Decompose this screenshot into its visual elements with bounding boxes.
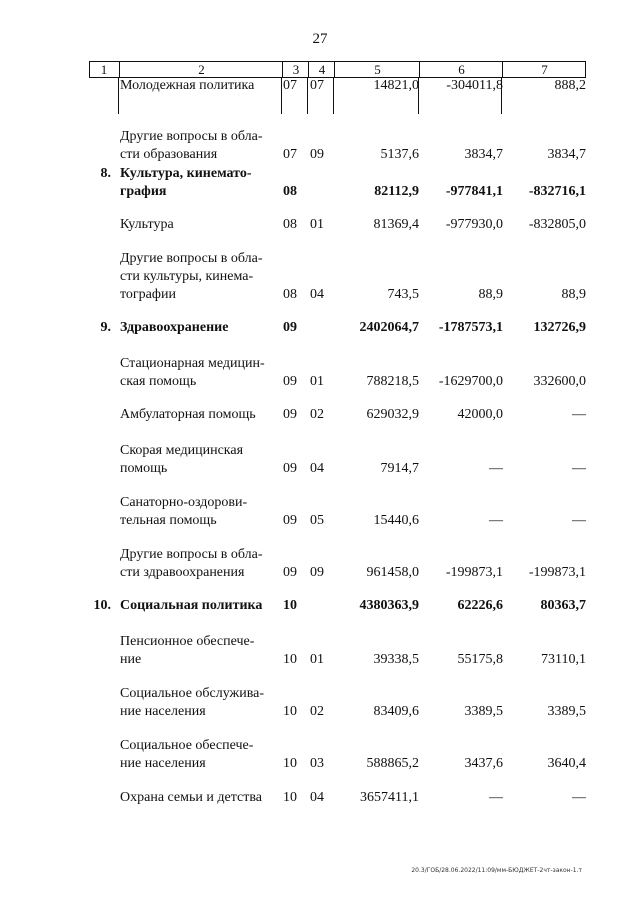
section-code: 09 — [283, 461, 297, 476]
amount-col-5: 961458,0 — [366, 565, 419, 580]
section-code: 10 — [283, 652, 297, 667]
row-name-line: Культура — [120, 217, 174, 232]
row-name-line: Социальная политика — [120, 598, 263, 613]
subsection-code: 02 — [310, 704, 324, 719]
amount-col-5: 2402064,7 — [359, 320, 419, 335]
section-code: 09 — [283, 513, 297, 528]
row-name — [120, 634, 276, 670]
row-name-line: тельная помощь — [120, 513, 217, 528]
amount-col-7: 3389,5 — [547, 704, 586, 719]
amount-col-6: — — [489, 790, 503, 805]
header-col-2: 2 — [119, 62, 283, 77]
amount-col-6: 88,9 — [478, 287, 503, 302]
amount-col-5: 82112,9 — [374, 184, 419, 199]
row-name-line: Молодежная политика — [120, 78, 255, 93]
section-code: 09 — [283, 320, 297, 335]
amount-col-6: -1787573,1 — [438, 320, 503, 335]
column-divider — [333, 78, 334, 114]
row-name-line: Социальное обслужива- — [120, 686, 265, 701]
column-divider — [281, 78, 282, 114]
section-code: 08 — [283, 184, 297, 199]
subsection-code: 02 — [310, 407, 324, 422]
amount-col-5: 743,5 — [387, 287, 419, 302]
header-col-7: 7 — [502, 62, 586, 77]
row-name — [120, 686, 276, 722]
amount-col-5: 588865,2 — [366, 756, 419, 771]
header-col-3: 3 — [282, 62, 309, 77]
row-name-line: ние — [120, 652, 142, 667]
amount-col-6: -977930,0 — [445, 217, 503, 232]
amount-col-5: 39338,5 — [373, 652, 419, 667]
amount-col-6: 3437,6 — [464, 756, 503, 771]
section-code: 10 — [283, 790, 297, 805]
row-name — [120, 78, 276, 96]
row-name-line: ние населения — [120, 756, 206, 771]
amount-col-6: -977841,1 — [445, 184, 503, 199]
row-name-line: Здравоохранение — [120, 320, 229, 335]
footer-stamp: 20.3/ГОБ/28.06.2022/11:09/мм-БЮДЖЕТ-2чт-закон-1.т — [411, 867, 582, 874]
amount-col-6: -1629700,0 — [438, 374, 503, 389]
row-name-line: Другие вопросы в обла- — [120, 547, 263, 562]
amount-col-6: -304011,8 — [446, 78, 503, 93]
subsection-code: 09 — [310, 565, 324, 580]
section-code: 09 — [283, 407, 297, 422]
row-name — [120, 217, 276, 235]
row-name-line: помощь — [120, 461, 168, 476]
header-col-6: 6 — [419, 62, 503, 77]
amount-col-5: 81369,4 — [373, 217, 419, 232]
row-number: 8. — [100, 166, 111, 181]
subsection-code: 01 — [310, 217, 324, 232]
amount-col-6: 42000,0 — [457, 407, 503, 422]
section-code: 08 — [283, 217, 297, 232]
amount-col-6: -199873,1 — [445, 565, 503, 580]
amount-col-6: 3834,7 — [464, 147, 503, 162]
subsection-code: 07 — [310, 78, 324, 93]
subsection-code: 04 — [310, 461, 324, 476]
subsection-code: 03 — [310, 756, 324, 771]
header-col-4: 4 — [308, 62, 335, 77]
amount-col-7: — — [572, 407, 586, 422]
amount-col-6: — — [489, 513, 503, 528]
subsection-code: 01 — [310, 374, 324, 389]
amount-col-7: 3640,4 — [547, 756, 586, 771]
row-name-line: Пенсионное обеспече- — [120, 634, 255, 649]
subsection-code: 04 — [310, 790, 324, 805]
table-header — [89, 61, 586, 78]
amount-col-5: 15440,6 — [373, 513, 419, 528]
row-name-line: ская помощь — [120, 374, 197, 389]
subsection-code: 01 — [310, 652, 324, 667]
amount-col-7: 888,2 — [554, 78, 586, 93]
row-name — [120, 356, 276, 392]
amount-col-6: 3389,5 — [464, 704, 503, 719]
amount-col-5: 5137,6 — [380, 147, 419, 162]
row-name-line: сти культуры, кинема- — [120, 269, 254, 284]
section-code: 10 — [283, 756, 297, 771]
row-name-line: ние населения — [120, 704, 206, 719]
amount-col-6: — — [489, 461, 503, 476]
row-name — [120, 790, 276, 808]
subsection-code: 05 — [310, 513, 324, 528]
amount-col-7: 3834,7 — [547, 147, 586, 162]
amount-col-7: 132726,9 — [533, 320, 586, 335]
amount-col-5: 3657411,1 — [360, 790, 419, 805]
row-name-line: Амбулаторная помощь — [120, 407, 256, 422]
amount-col-7: — — [572, 790, 586, 805]
row-name — [120, 320, 276, 338]
row-name-line: графия — [120, 184, 167, 199]
amount-col-7: -199873,1 — [528, 565, 586, 580]
row-name-line: Другие вопросы в обла- — [120, 251, 263, 266]
row-name-line: Социальное обеспече- — [120, 738, 254, 753]
row-name-line: сти образования — [120, 147, 218, 162]
amount-col-5: 14821,0 — [373, 78, 419, 93]
section-code: 10 — [283, 598, 297, 613]
amount-col-7: — — [572, 513, 586, 528]
amount-col-5: 4380363,9 — [359, 598, 419, 613]
section-code: 08 — [283, 287, 297, 302]
row-name-line: тографии — [120, 287, 176, 302]
row-number: 10. — [93, 598, 111, 613]
section-code: 07 — [283, 147, 297, 162]
amount-col-5: 788218,5 — [366, 374, 419, 389]
row-name-line: Культура, кинемато- — [120, 166, 252, 181]
row-name — [120, 738, 276, 774]
row-name — [120, 407, 276, 425]
amount-col-7: -832805,0 — [528, 217, 586, 232]
row-name — [120, 251, 276, 305]
section-code: 07 — [283, 78, 297, 93]
subsection-code: 09 — [310, 147, 324, 162]
header-col-5: 5 — [334, 62, 420, 77]
row-number: 9. — [100, 320, 111, 335]
row-name — [120, 166, 276, 202]
section-code: 09 — [283, 374, 297, 389]
row-name-line: Другие вопросы в обла- — [120, 129, 263, 144]
row-name-line: Санаторно-оздорови- — [120, 495, 248, 510]
amount-col-7: 73110,1 — [541, 652, 586, 667]
amount-col-7: 88,9 — [561, 287, 586, 302]
row-name-line: Охрана семьи и детства — [120, 790, 262, 805]
amount-col-7: — — [572, 461, 586, 476]
amount-col-7: -832716,1 — [528, 184, 586, 199]
column-divider — [307, 78, 308, 114]
row-name — [120, 598, 276, 616]
column-divider — [118, 78, 119, 114]
section-code: 09 — [283, 565, 297, 580]
amount-col-7: 80363,7 — [540, 598, 586, 613]
amount-col-5: 629032,9 — [366, 407, 419, 422]
row-name — [120, 129, 276, 165]
amount-col-5: 7914,7 — [380, 461, 419, 476]
amount-col-6: 62226,6 — [457, 598, 503, 613]
row-name — [120, 547, 276, 583]
section-code: 10 — [283, 704, 297, 719]
amount-col-7: 332600,0 — [533, 374, 586, 389]
row-name — [120, 443, 276, 479]
page-number: 27 — [312, 31, 328, 47]
amount-col-6: 55175,8 — [457, 652, 503, 667]
amount-col-5: 83409,6 — [373, 704, 419, 719]
header-col-1: 1 — [100, 62, 108, 77]
row-name — [120, 495, 276, 531]
row-name-line: сти здравоохранения — [120, 565, 245, 580]
row-name-line: Стационарная медицин- — [120, 356, 265, 371]
row-name-line: Скорая медицинская — [120, 443, 244, 458]
subsection-code: 04 — [310, 287, 324, 302]
